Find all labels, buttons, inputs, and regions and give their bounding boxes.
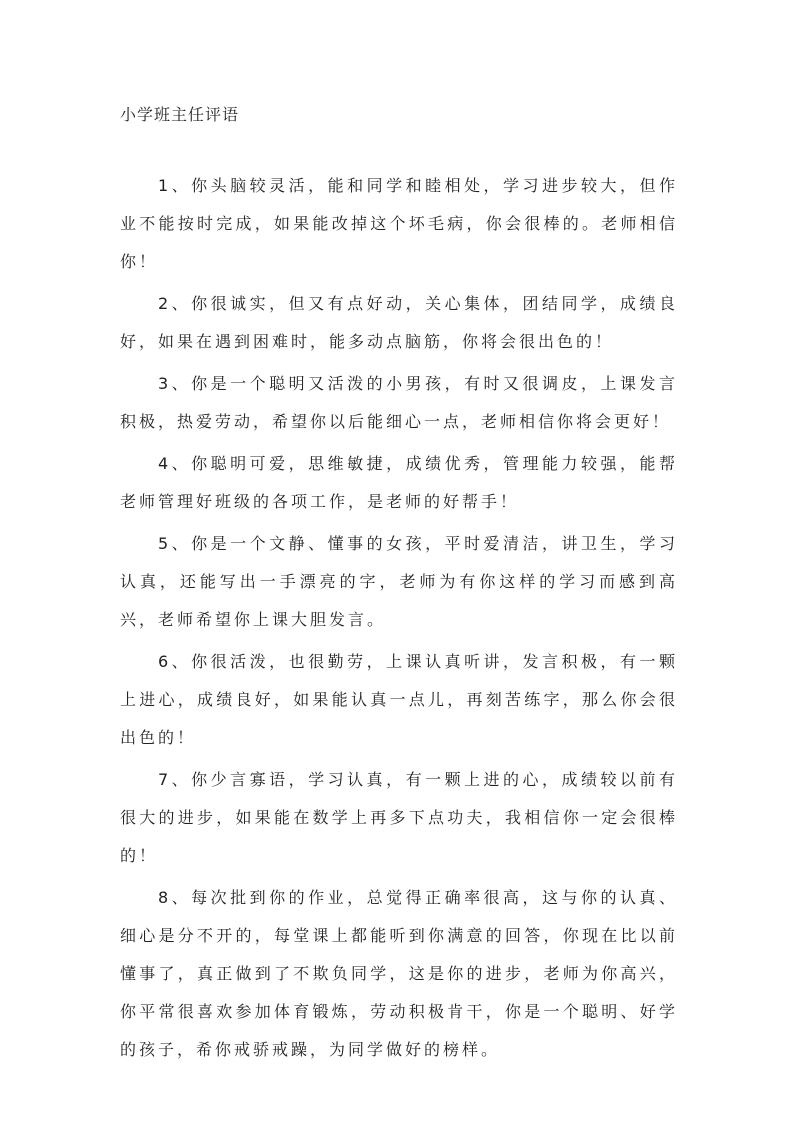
- comment-paragraph-1: 1、你头脑较灵活，能和同学和睦相处，学习进步较大，但作业不能按时完成，如果能改掉这个坏毛病，你会很棒的。老师相信你！: [120, 176, 678, 271]
- comment-paragraph-5: 5、你是一个文静、懂事的女孩，平时爱清洁，讲卫生，学习认真，还能写出一手漂亮的字，老师为有你这样的学习而感到高兴，老师希望你上课大胆发言。: [120, 534, 678, 629]
- comment-paragraph-8: 8、每次批到你的作业，总觉得正确率很高，这与你的认真、细心是分不开的，每堂课上都能听到你满意的回答，你现在比以前懂事了，真正做到了不欺负同学，这是你的进步，老师为你高兴，你平常很喜欢参加体育锻炼，劳动积极肯干，你是一个聪明、好学的孩子，希你戒骄戒躁，为同学做好的榜样。: [120, 888, 678, 1059]
- document-title: 小学班主任评语: [120, 105, 240, 124]
- comment-paragraph-2: 2、你很诚实，但又有点好动，关心集体，团结同学，成绩良好，如果在遇到困难时，能多动点脑筋，你将会很出色的！: [120, 294, 678, 351]
- document-page: [120, 96, 678, 1073]
- comment-paragraph-3: 3、你是一个聪明又活泼的小男孩，有时又很调皮，上课发言积极，热爱劳动，希望你以后能细心一点，老师相信你将会更好！: [120, 374, 678, 431]
- comment-paragraph-6: 6、你很活泼，也很勤劳，上课认真听讲，发言积极，有一颗上进心，成绩良好，如果能认真一点儿，再刻苦练字，那么你会很出色的！: [120, 652, 678, 747]
- comment-paragraph-7: 7、你少言寡语，学习认真，有一颗上进的心，成绩较以前有很大的进步，如果能在数学上再多下点功夫，我相信你一定会很棒的！: [120, 770, 678, 865]
- comment-paragraph-4: 4、你聪明可爱，思维敏捷，成绩优秀，管理能力较强，能帮老师管理好班级的各项工作，是老师的好帮手！: [120, 454, 678, 511]
